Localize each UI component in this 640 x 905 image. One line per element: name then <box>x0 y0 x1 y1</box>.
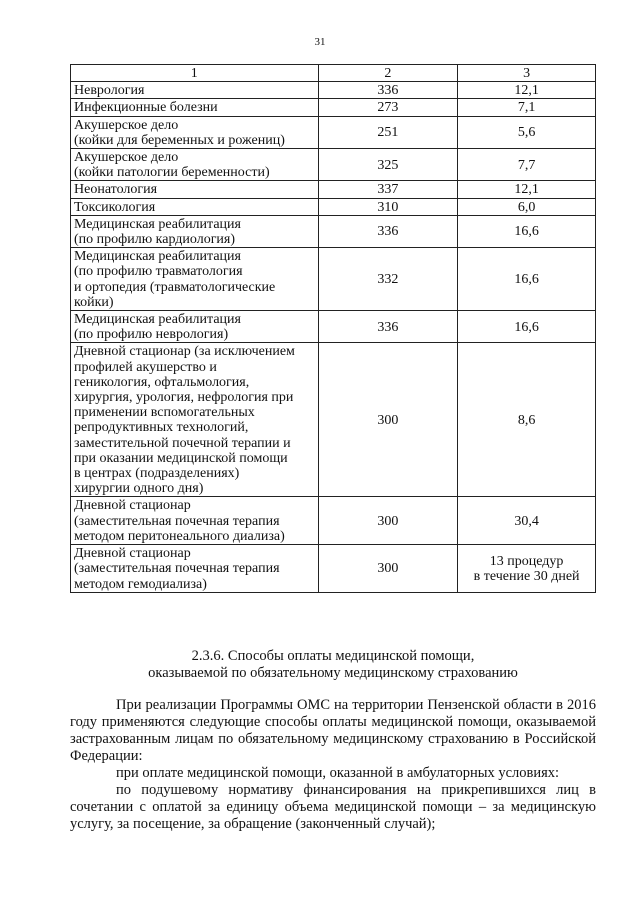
value-cell: 13 процедур в течение 30 дней <box>458 545 596 593</box>
value-cell: 16,6 <box>458 248 596 311</box>
value-cell: 273 <box>318 99 458 116</box>
value-cell: 12,1 <box>458 181 596 198</box>
tariff-table <box>70 64 596 593</box>
value-cell: 325 <box>318 149 458 181</box>
table-row <box>71 545 596 593</box>
value-cell: 6,0 <box>458 198 596 215</box>
value-cell: 16,6 <box>458 311 596 343</box>
value-cell: 300 <box>318 497 458 545</box>
value-cell: 300 <box>318 343 458 497</box>
table-header-cell: 1 <box>71 65 319 82</box>
section-body <box>70 697 596 833</box>
profile-name-cell: Неонатология <box>71 181 319 198</box>
table-header-row <box>71 65 596 82</box>
value-cell: 7,1 <box>458 99 596 116</box>
value-cell: 336 <box>318 82 458 99</box>
table-row <box>71 82 596 99</box>
profile-name-cell: Дневной стационар (заместительная почечная терапия методом перитонеального диализа) <box>71 497 319 545</box>
table-row <box>71 149 596 181</box>
value-cell: 16,6 <box>458 215 596 247</box>
value-cell: 336 <box>318 215 458 247</box>
paragraph: при оплате медицинской помощи, оказанной в амбулаторных условиях: <box>116 765 560 781</box>
section-heading-line: оказываемой по обязательному медицинскому страхованию <box>148 665 518 681</box>
value-cell: 8,6 <box>458 343 596 497</box>
section-heading <box>70 648 596 682</box>
profile-name-cell: Медицинская реабилитация (по профилю неврология) <box>71 311 319 343</box>
value-cell: 30,4 <box>458 497 596 545</box>
profile-name-cell: Акушерское дело (койки для беременных и рожениц) <box>71 116 319 148</box>
table-row <box>71 99 596 116</box>
value-cell: 332 <box>318 248 458 311</box>
table-row <box>71 343 596 497</box>
profile-name-cell: Дневной стационар (за исключением профилей акушерство и геникология, офтальмология, хирургия, урология, нефрология при применении вспомогательных репродуктивных технологий, заместительной почечной терапии и при оказании медицинской помощи в центрах (подразделениях) хирургии одного дня) <box>71 343 319 497</box>
table-row <box>71 181 596 198</box>
section-heading-line: 2.3.6. Способы оплаты медицинской помощи, <box>191 648 475 664</box>
table-row <box>71 248 596 311</box>
profile-name-cell: Медицинская реабилитация (по профилю травматология и ортопедия (травматологические койки) <box>71 248 319 311</box>
profile-name-cell: Акушерское дело (койки патологии беременности) <box>71 149 319 181</box>
value-cell: 251 <box>318 116 458 148</box>
paragraph: по подушевому нормативу финансирования на прикрепившихся лиц в сочетании с оплатой за единицу объема медицинской помощи – за медицинскую услугу, за посещение, за обращение (законченный случай); <box>70 782 596 832</box>
profile-name-cell: Медицинская реабилитация (по профилю кардиология) <box>71 215 319 247</box>
table-row <box>71 311 596 343</box>
value-cell: 310 <box>318 198 458 215</box>
profile-name-cell: Неврология <box>71 82 319 99</box>
value-cell: 336 <box>318 311 458 343</box>
table-row <box>71 497 596 545</box>
value-cell: 7,7 <box>458 149 596 181</box>
profile-name-cell: Токсикология <box>71 198 319 215</box>
value-cell: 300 <box>318 545 458 593</box>
profile-name-cell: Инфекционные болезни <box>71 99 319 116</box>
page-number: 31 <box>314 36 326 48</box>
table-header-cell: 2 <box>318 65 458 82</box>
value-cell: 12,1 <box>458 82 596 99</box>
table-row <box>71 215 596 247</box>
paragraph: При реализации Программы ОМС на территории Пензенской области в 2016 году применяются следующие способы оплаты медицинской помощи, оказываемой застрахованным лицам по обязательному медицинскому страхованию в Российской Федерации: <box>70 697 596 764</box>
profile-name-cell: Дневной стационар (заместительная почечная терапия методом гемодиализа) <box>71 545 319 593</box>
table-row <box>71 198 596 215</box>
table-row <box>71 116 596 148</box>
table-header-cell: 3 <box>458 65 596 82</box>
value-cell: 5,6 <box>458 116 596 148</box>
value-cell: 337 <box>318 181 458 198</box>
